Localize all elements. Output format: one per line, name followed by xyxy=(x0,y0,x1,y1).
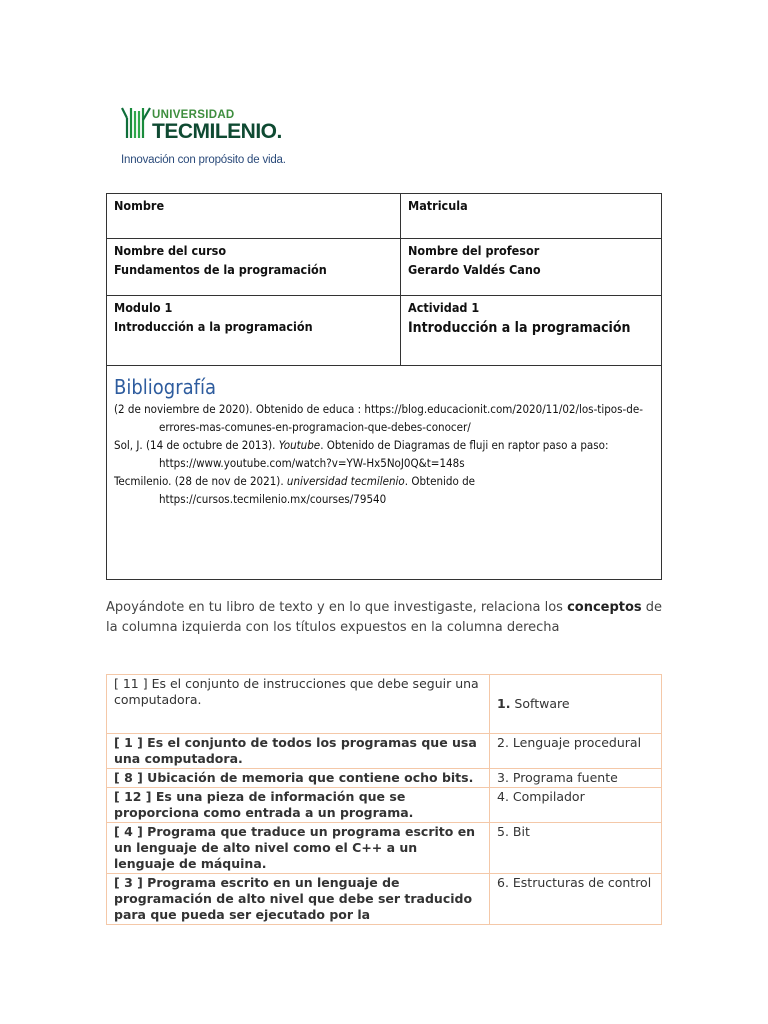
student-info-table xyxy=(106,193,662,580)
curso-value: Fundamentos de la programación xyxy=(114,262,327,277)
curso-label: Nombre del curso xyxy=(114,243,227,258)
bib-entry-text: Sol, J. (14 de octubre de 2013). xyxy=(114,438,279,452)
concept-term-number: 1. xyxy=(497,696,511,711)
concept-definition: [ 12 ] Es una pieza de información que se proporciona como entrada a un programa. xyxy=(107,788,490,823)
university-logo xyxy=(120,100,320,170)
instructions-bold: conceptos xyxy=(567,600,642,615)
tecmilenio-emblem-icon xyxy=(120,106,152,140)
bibliography-entry xyxy=(114,472,654,508)
modulo-value: Introducción a la programación xyxy=(114,319,313,334)
table-row xyxy=(107,734,662,769)
bibliography-entry xyxy=(114,400,654,436)
curso-cell xyxy=(107,239,401,296)
logo-tecmilenio-text: TECMILENIO. xyxy=(152,120,282,143)
concept-definition: [ 8 ] Ubicación de memoria que contiene ocho bits. xyxy=(107,769,490,788)
modulo-cell xyxy=(107,296,401,366)
instructions-text: de la columna izquierda con los títulos expuestos en la columna derecha xyxy=(106,600,663,635)
bib-entry-text: . Obtenido de Diagramas de fluji en raptor paso a paso: https://www.youtube.com/watch?v=YW-Hx5NoJ0Q&t=148s xyxy=(159,438,609,470)
modulo-label: Modulo 1 xyxy=(114,300,173,315)
concept-term xyxy=(490,675,662,734)
actividad-cell xyxy=(401,296,662,366)
table-row xyxy=(107,788,662,823)
concept-term: 4. Compilador xyxy=(490,788,662,823)
concept-term: 5. Bit xyxy=(490,823,662,874)
bibliography-cell xyxy=(107,366,662,580)
logo-university-text: UNIVERSIDAD xyxy=(152,109,235,121)
instructions-paragraph xyxy=(106,598,666,638)
profesor-cell xyxy=(401,239,662,296)
instructions-text: Apoyándote en tu libro de texto y en lo que investigaste, relaciona los xyxy=(106,600,568,615)
concept-definition: [ 11 ] Es el conjunto de instrucciones que debe seguir una computadora. xyxy=(107,675,490,734)
profesor-label: Nombre del profesor xyxy=(408,243,540,258)
concept-term: 6. Estructuras de control xyxy=(490,874,662,925)
concept-definition: [ 3 ] Programa escrito en un lenguaje de programación de alto nivel que debe ser traducido para que pueda ser ejecutado por la xyxy=(107,874,490,925)
bib-entry-text: . Obtenido de https://cursos.tecmilenio.mx/courses/79540 xyxy=(159,474,476,506)
actividad-label: Actividad 1 xyxy=(408,300,480,315)
bibliography-heading: Bibliografía xyxy=(114,375,216,399)
matricula-label: Matricula xyxy=(408,198,468,213)
concept-term-text: Software xyxy=(510,696,570,711)
table-row xyxy=(107,874,662,925)
matricula-cell xyxy=(401,194,662,239)
table-row xyxy=(107,769,662,788)
nombre-label: Nombre xyxy=(114,198,165,213)
bibliography-entry xyxy=(114,436,654,472)
bib-entry-source: universidad tecmilenio xyxy=(286,474,405,488)
concept-term: 2. Lenguaje procedural xyxy=(490,734,662,769)
logo-tagline: Innovación con propósito de vida. xyxy=(121,154,286,166)
concept-definition: [ 4 ] Programa que traduce un programa escrito en un lenguaje de alto nivel como el C++ a un lenguaje de máquina. xyxy=(107,823,490,874)
table-row xyxy=(107,675,662,734)
profesor-value: Gerardo Valdés Cano xyxy=(408,262,541,277)
bib-entry-text: (2 de noviembre de 2020). Obtenido de educa : https://blog.educacionit.com/2020/11/02/los-tipos-de-errores-mas-comunes-en-programacion-que-debes-conocer/ xyxy=(114,402,643,434)
bib-entry-source: Youtube xyxy=(278,438,321,452)
concept-definition: [ 1 ] Es el conjunto de todos los programas que usa una computadora. xyxy=(107,734,490,769)
nombre-cell xyxy=(107,194,401,239)
bib-entry-text: Tecmilenio. (28 de nov de 2021). xyxy=(114,474,287,488)
concept-term: 3. Programa fuente xyxy=(490,769,662,788)
table-row xyxy=(107,823,662,874)
concept-matching-table xyxy=(106,674,662,925)
actividad-value: Introducción a la programación xyxy=(408,320,631,336)
